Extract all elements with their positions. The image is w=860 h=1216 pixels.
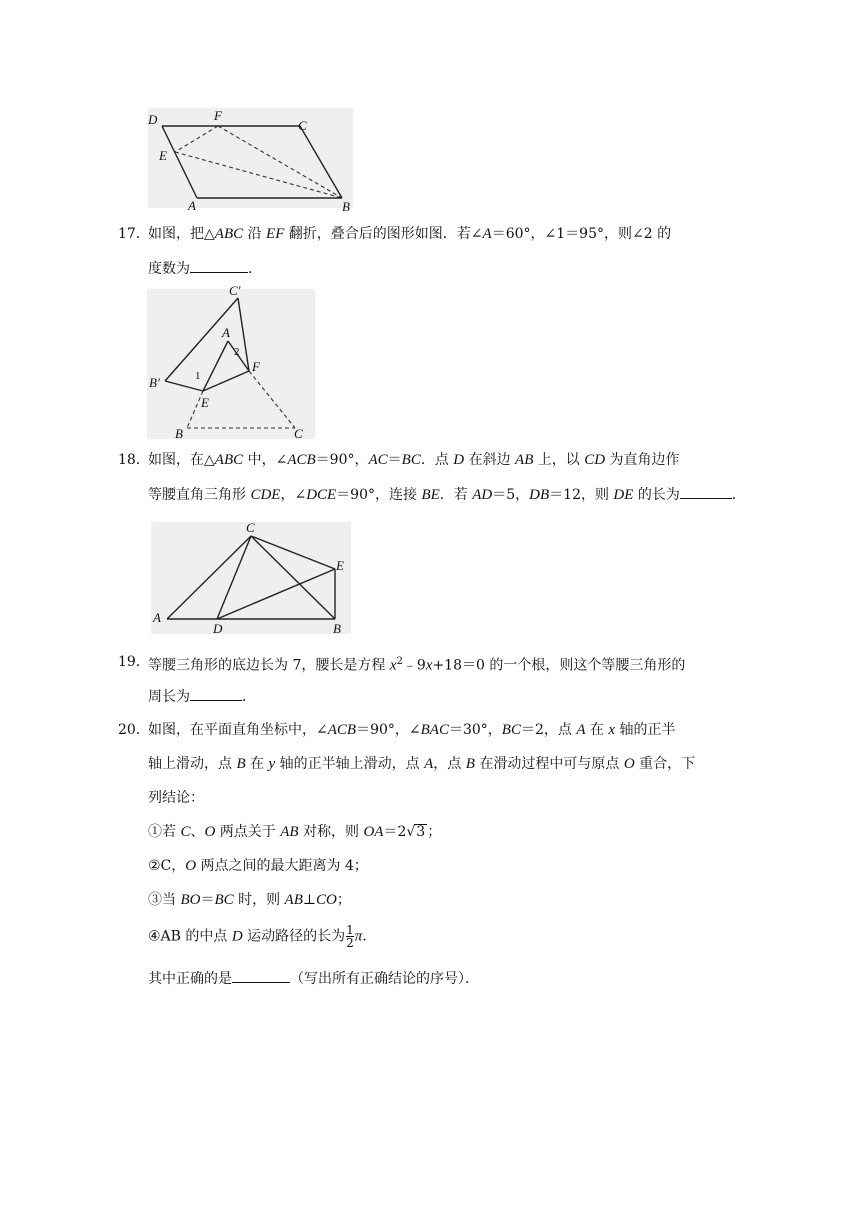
label-C: C bbox=[294, 426, 303, 441]
q18-text-line2: 等腰直角三角形 CDE，∠DCE＝90°，连接 BE．若 AD＝5，DB＝12，则 DE 的长为 ． bbox=[148, 484, 746, 505]
figure-fold-triangle bbox=[143, 283, 323, 443]
q20-text-line8: 其中正确的是 （写出所有正确结论的序号）． bbox=[148, 968, 479, 989]
q20-number: 20． bbox=[118, 722, 150, 738]
q19-text-line2: 周长为 ． bbox=[148, 686, 256, 707]
label-D: D bbox=[148, 112, 158, 127]
label-C: C bbox=[246, 520, 255, 535]
label-D: D bbox=[213, 621, 223, 636]
label-E: E bbox=[201, 395, 209, 410]
q19-number: 19． bbox=[118, 654, 150, 670]
label-B: B bbox=[333, 621, 341, 636]
label-E: E bbox=[336, 558, 344, 573]
q17-text-line1: 如图，把△ABC 沿 EF 翻折，叠合后的图形如图．若∠A＝60°，∠1＝95°，则∠2 的 bbox=[148, 226, 672, 242]
label-F: F bbox=[252, 359, 260, 374]
label-angle-1: 1 bbox=[195, 370, 201, 382]
q19-text-line1: 等腰三角形的底边长为 7，腰长是方程 $x^2﹣9x+18=0$ 的一个根，则这个等腰三角形的 bbox=[148, 656, 686, 674]
q17-number: 17． bbox=[118, 226, 150, 242]
label-B: B bbox=[342, 199, 350, 214]
q20-statement-4: ④AB 的中点 D 运动路径的长为 $\frac{1}{2}$ π． bbox=[148, 923, 377, 950]
label-A: A bbox=[153, 610, 161, 625]
figure-right-triangle bbox=[145, 512, 355, 637]
label-angle-2: 2 bbox=[234, 346, 240, 358]
q20-text-line1: 如图，在平面直角坐标中，∠ACB＝90°，∠BAC＝30°，BC＝2，点 A 在 x 轴的正半 bbox=[148, 722, 676, 738]
label-A: A bbox=[188, 198, 196, 213]
label-F: F bbox=[214, 108, 222, 123]
label-C: C bbox=[298, 118, 307, 133]
q20-text-line3: 列结论： bbox=[148, 790, 204, 806]
label-B-prime: B′ bbox=[149, 375, 160, 390]
q18-text-line1: 如图，在△ABC 中，∠ACB＝90°，AC＝BC．点 D 在斜边 AB 上，以 CD 为直角边作 bbox=[148, 452, 680, 468]
q20-statement-1: ①若 C、O 两点关于 AB 对称，则 OA＝2√3 ； bbox=[148, 824, 442, 840]
figure-parallelogram bbox=[140, 100, 360, 215]
q18-number: 18． bbox=[118, 452, 150, 468]
label-E: E bbox=[159, 148, 167, 163]
fraction-one-half: $\frac{1}{2}$ bbox=[346, 923, 354, 950]
label-C-prime: C′ bbox=[229, 283, 241, 298]
q17-text-line2: 度数为 ． bbox=[148, 258, 262, 279]
label-B: B bbox=[175, 426, 183, 441]
q20-text-line2: 轴上滑动，点 B 在 y 轴的正半轴上滑动，点 A，点 B 在滑动过程中可与原点 O 重合，下 bbox=[148, 756, 696, 772]
q20-statement-2: ②C，O 两点之间的最大距离为 4； bbox=[148, 858, 368, 874]
label-A: A bbox=[222, 325, 230, 340]
q20-statement-3: ③当 BO＝BC 时，则 AB⊥CO； bbox=[148, 892, 351, 908]
